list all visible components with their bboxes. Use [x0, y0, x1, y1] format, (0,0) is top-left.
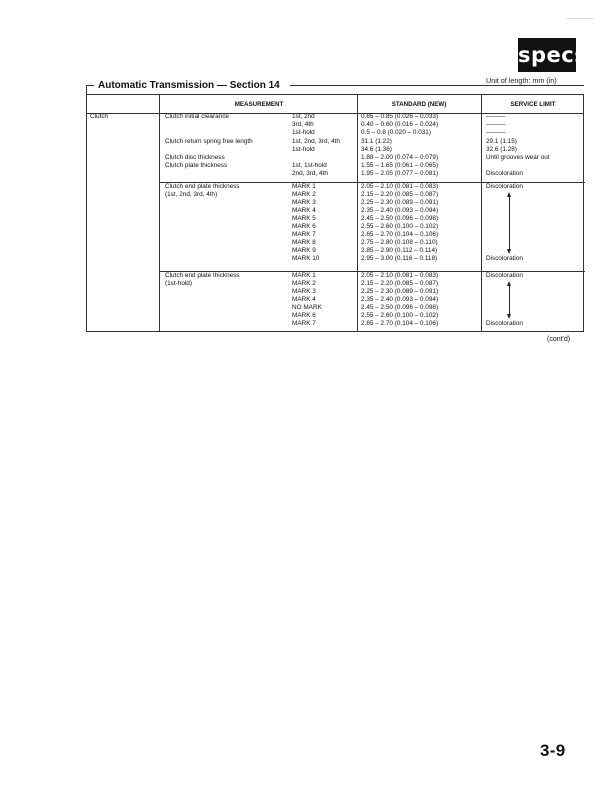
item-name: Clutch disc thickness	[165, 154, 225, 161]
unit-note: Unit of length: mm (in)	[486, 76, 557, 85]
condition-cell: MARK 6	[292, 223, 316, 230]
title-frame-left	[86, 85, 87, 94]
corner-crop-mark	[566, 18, 594, 19]
standard-cell: 2.15 – 2.20 (0.085 – 0.087)	[361, 280, 439, 287]
condition-cell: MARK 7	[292, 231, 316, 238]
limit-cell: Discoloration	[486, 272, 523, 279]
range-arrow-down-icon	[507, 249, 511, 254]
item-name: Clutch end plate thickness	[165, 272, 240, 279]
condition-cell: 1st-hold	[292, 129, 315, 136]
limit-dash: ———	[486, 113, 506, 120]
standard-cell: 2.65 – 2.70 (0.104 – 0.106)	[361, 320, 439, 327]
standard-cell: 1.88 – 2.00 (0.074 – 0.079)	[361, 154, 439, 161]
condition-cell: NO MARK	[292, 304, 322, 311]
title-rule-right	[290, 85, 584, 86]
standard-cell: 1.55 – 1.65 (0.061 – 0.065)	[361, 162, 439, 169]
section-title: Automatic Transmission — Section 14	[98, 80, 280, 91]
standard-cell: 2.65 – 2.70 (0.104 – 0.106)	[361, 231, 439, 238]
header-standard: STANDARD (NEW)	[391, 101, 447, 108]
continued-note: (cont'd)	[547, 336, 571, 343]
group-label: Clutch	[90, 113, 109, 120]
condition-cell: MARK 10	[292, 255, 320, 262]
col-divider-1	[159, 95, 160, 331]
standard-cell: 2.45 – 2.50 (0.096 – 0.098)	[361, 304, 439, 311]
standard-cell: 0.65 – 0.85 (0.026 – 0.033)	[361, 113, 439, 120]
condition-cell: 1st, 1st-hold	[292, 162, 327, 169]
standard-cell: 2.25 – 2.30 (0.089 – 0.091)	[361, 288, 439, 295]
standard-cell: 1.95 – 2.05 (0.077 – 0.081)	[361, 170, 439, 177]
standard-cell: 2.05 – 2.10 (0.081 – 0.083)	[361, 272, 439, 279]
condition-cell: 1st, 2nd	[292, 113, 315, 120]
condition-cell: MARK 6	[292, 312, 316, 319]
condition-cell: 1st, 2nd, 3rd, 4th	[292, 138, 340, 145]
condition-cell: MARK 4	[292, 207, 316, 214]
condition-cell: MARK 2	[292, 280, 316, 287]
item-name: Clutch initial clearance	[165, 113, 229, 120]
condition-cell: MARK 9	[292, 247, 316, 254]
condition-cell: MARK 8	[292, 239, 316, 246]
standard-cell: 2.95 – 3.00 (0.116 – 0.118)	[361, 255, 438, 262]
condition-cell: MARK 1	[292, 272, 316, 279]
item-name: Clutch return spring free length	[165, 138, 253, 145]
condition-cell: MARK 1	[292, 183, 316, 190]
item-name: Clutch plate thickness	[165, 162, 228, 169]
range-arrow-line	[509, 286, 510, 314]
item-subname: (1st, 2nd, 3rd, 4th)	[165, 191, 218, 198]
header-service-limit: SERVICE LIMIT	[510, 101, 556, 108]
condition-cell: 1st-hold	[292, 146, 315, 153]
specs-badge: specs	[518, 38, 576, 72]
limit-cell: 29.1 (1.15)	[486, 138, 517, 145]
header-measurement: MEASUREMENT	[234, 101, 284, 108]
condition-cell: MARK 4	[292, 296, 316, 303]
limit-cell: Discoloration	[486, 183, 523, 190]
standard-cell: 0.40 – 0.60 (0.016 – 0.024)	[361, 121, 439, 128]
col-divider-3	[481, 95, 482, 331]
spec-table	[86, 94, 584, 332]
standard-cell: 31.1 (1.22)	[361, 138, 392, 145]
standard-cell: 0.5 – 0.8 (0.020 – 0.031)	[361, 129, 431, 136]
limit-dash: ———	[486, 129, 506, 136]
standard-cell: 2.45 – 2.50 (0.096 – 0.098)	[361, 215, 439, 222]
range-arrow-line	[509, 197, 510, 249]
limit-cell: Discoloration	[486, 170, 523, 177]
condition-cell: MARK 2	[292, 191, 316, 198]
item-subname: (1st-hold)	[165, 280, 192, 287]
limit-dash: ———	[486, 121, 506, 128]
table-header	[87, 95, 583, 114]
standard-cell: 2.25 – 2.30 (0.089 – 0.091)	[361, 199, 439, 206]
condition-cell: MARK 7	[292, 320, 316, 327]
condition-cell: MARK 3	[292, 199, 316, 206]
standard-cell: 2.55 – 2.60 (0.100 – 0.102)	[361, 223, 439, 230]
page-number: 3-9	[540, 741, 566, 760]
standard-cell: 2.05 – 2.10 (0.081 – 0.083)	[361, 183, 439, 190]
limit-cell: Discoloration	[486, 320, 523, 327]
limit-cell: Discoloration	[486, 255, 523, 262]
standard-cell: 2.85 – 2.90 (0.112 – 0.114)	[361, 247, 438, 254]
condition-cell: MARK 3	[292, 288, 316, 295]
standard-cell: 2.35 – 2.40 (0.093 – 0.094)	[361, 296, 439, 303]
standard-cell: 34.6 (1.36)	[361, 146, 392, 153]
range-arrow-down-icon	[507, 314, 511, 319]
standard-cell: 2.15 – 2.20 (0.085 – 0.087)	[361, 191, 439, 198]
standard-cell: 2.35 – 2.40 (0.093 – 0.094)	[361, 207, 439, 214]
col-divider-2	[357, 95, 358, 331]
item-name: Clutch end plate thickness	[165, 183, 240, 190]
limit-cell: Until grooves wear out	[486, 154, 550, 161]
standard-cell: 2.55 – 2.60 (0.100 – 0.102)	[361, 312, 439, 319]
limit-cell: 32.6 (1.28)	[486, 146, 517, 153]
title-rule-left	[86, 85, 94, 86]
condition-cell: 2nd, 3rd, 4th	[292, 170, 328, 177]
condition-cell: MARK 5	[292, 215, 316, 222]
standard-cell: 2.75 – 2.80 (0.108 – 0.110)	[361, 239, 438, 246]
condition-cell: 3rd, 4th	[292, 121, 314, 128]
